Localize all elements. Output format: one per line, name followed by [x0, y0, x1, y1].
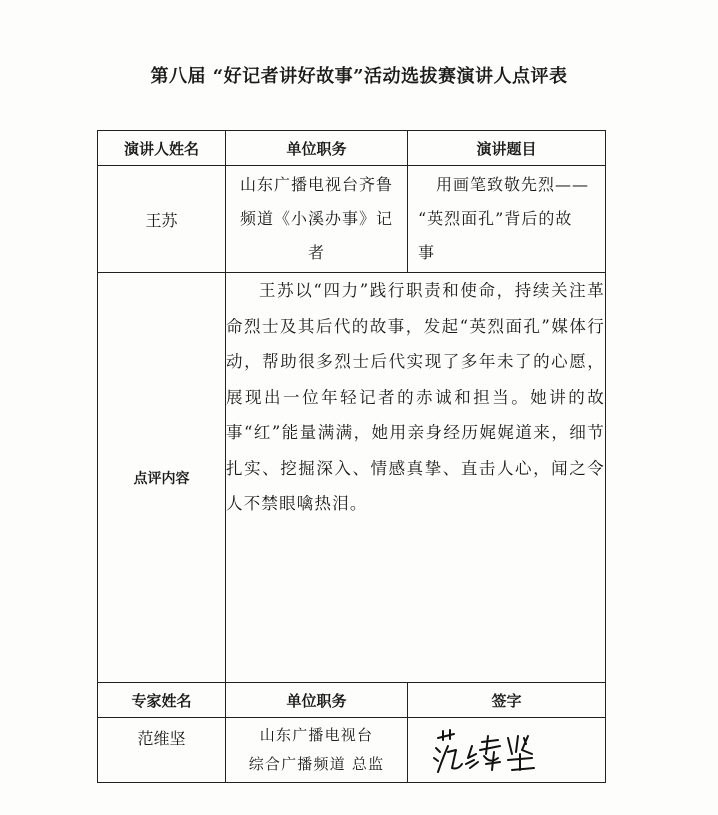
- speaker-position-line: 频道《小溪办事》记: [239, 209, 393, 228]
- expert-position-line: 山东广播电视台: [259, 726, 374, 744]
- speech-topic: [408, 166, 606, 273]
- form-title: 第八届 “好记者讲好故事”活动选拔赛演讲人点评表: [150, 66, 568, 87]
- handwritten-signature: [428, 724, 578, 778]
- speaker-position-line: 者: [307, 243, 325, 262]
- comment-text: 王苏以“四力”践行职责和使命，持续关注革命烈士及其后代的故事，发起“英烈面孔”媒体行动，帮助很多烈士后代实现了多年未了的心愿，展现出一位年轻记者的赤诚和担当。她讲的故事“红”能量满满，她用亲身经历娓娓道来，细节扎实、挖掘深入、情感真挚、直击人心，闻之令人不禁眼噙热泪。: [226, 273, 606, 683]
- header-expert-name: 专家姓名: [98, 683, 226, 718]
- speaker-header-row: [98, 131, 606, 166]
- comment-row: [98, 273, 606, 683]
- speaker-position-line: 山东广播电视台齐鲁: [239, 175, 393, 194]
- header-topic: 演讲题目: [408, 131, 606, 166]
- speaker-position: [226, 166, 408, 273]
- expert-header-row: [98, 683, 606, 718]
- speech-topic-line: 用画笔致敬先烈——: [436, 175, 590, 194]
- evaluation-form-table: [97, 130, 606, 783]
- header-speaker-name: 演讲人姓名: [98, 131, 226, 166]
- header-expert-position: 单位职务: [226, 683, 408, 718]
- header-position: 单位职务: [226, 131, 408, 166]
- expert-position: [226, 718, 408, 783]
- speech-topic-line: “英烈面孔”背后的故: [418, 209, 573, 228]
- speaker-name: 王苏: [98, 166, 226, 273]
- speech-topic-line: 事: [418, 243, 436, 262]
- comment-label: 点评内容: [98, 273, 226, 683]
- expert-position-line: 综合广播频道 总监: [248, 755, 385, 773]
- speaker-info-row: [98, 166, 606, 273]
- expert-info-row: [98, 718, 606, 783]
- signature-cell: [408, 718, 606, 783]
- expert-name: 范维坚: [98, 718, 226, 783]
- header-signature: 签字: [408, 683, 606, 718]
